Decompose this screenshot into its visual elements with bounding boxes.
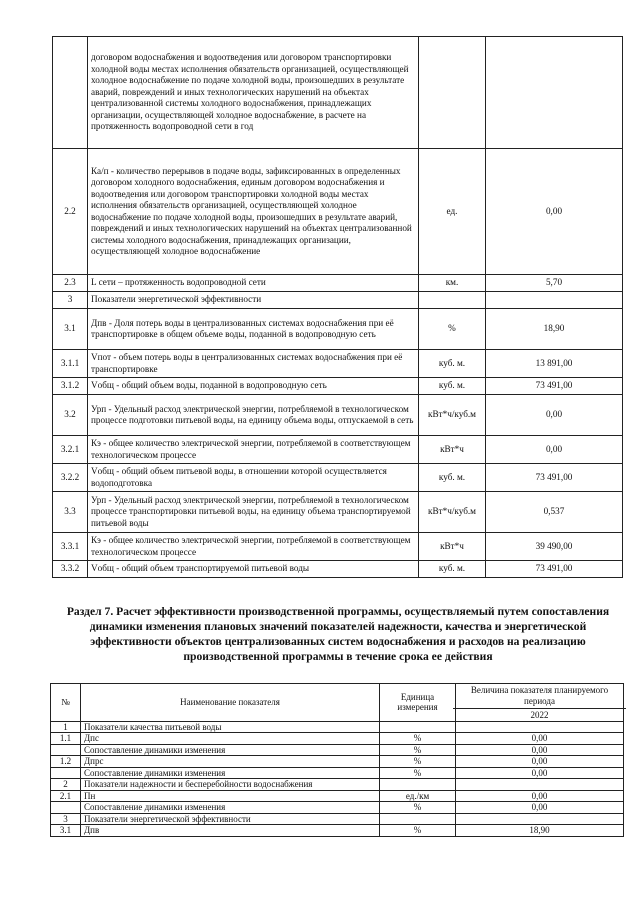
row-number: 3.3 — [53, 492, 88, 533]
table-row — [53, 561, 623, 578]
row-unit: % — [380, 744, 456, 756]
row-value: 39 490,00 — [486, 533, 623, 561]
row-name: Сопоставление динамики изменения — [81, 744, 380, 756]
row-number: 3.2.1 — [53, 436, 88, 464]
row-value: 0,00 — [456, 733, 624, 745]
row-number — [51, 802, 81, 814]
row-name: Vпот - объем потерь воды в централизованных системах водоснабжения при её транспортировке — [88, 350, 419, 378]
row-value: 18,90 — [486, 309, 623, 350]
row-number: 1 — [51, 721, 81, 733]
row-name: L сети – протяженность водопроводной сети — [88, 275, 419, 292]
row-number — [51, 767, 81, 779]
row-value: 73 491,00 — [486, 561, 623, 578]
table-row — [53, 464, 623, 492]
table-row — [51, 756, 624, 768]
row-name: Дпв - Доля потерь воды в централизованных системах водоснабжения при её транспортировке в общем объеме воды, поданной в водопроводную сеть — [88, 309, 419, 350]
row-name: Урп - Удельный расход электрической энергии, потребляемой в технологическом процессе подготовки питьевой воды, на единицу объема воды, отпускаемой в сеть — [88, 395, 419, 436]
row-unit — [419, 292, 486, 309]
row-name: Кэ - общее количество электрической энергии, потребляемой в соответствующем технологическом процессе — [88, 436, 419, 464]
row-number: 2.3 — [53, 275, 88, 292]
row-number: 3.1 — [53, 309, 88, 350]
header-value — [456, 684, 624, 722]
row-value: 0,00 — [456, 744, 624, 756]
row-number: 3.2.2 — [53, 464, 88, 492]
row-name: Урп - Удельный расход электрической энергии, потребляемой в технологическом процессе транспортировки питьевой воды, на единицу объема транспортируемой питьевой воды — [88, 492, 419, 533]
header-value-label: Величина показателя планируемого периода — [470, 685, 609, 706]
table-row — [53, 275, 623, 292]
row-number: 3.3.2 — [53, 561, 88, 578]
row-value: 0,00 — [456, 767, 624, 779]
row-number — [53, 37, 88, 149]
row-name: Кэ - общее количество электрической энергии, потребляемой в соответствующем технологическом процессе — [88, 533, 419, 561]
row-value: 0,00 — [456, 790, 624, 802]
row-name: Дпв — [81, 825, 380, 837]
row-unit: % — [380, 756, 456, 768]
row-number: 2 — [51, 779, 81, 791]
row-value: 13 891,00 — [486, 350, 623, 378]
row-value — [486, 292, 623, 309]
row-unit: куб. м. — [419, 561, 486, 578]
header-name: Наименование показателя — [81, 684, 380, 722]
row-number: 2.1 — [51, 790, 81, 802]
row-unit: кВт*ч — [419, 436, 486, 464]
row-name: Vобщ - общий объем транспортируемой питьевой воды — [88, 561, 419, 578]
row-name: Vобщ - общий объем воды, поданной в водопроводную сеть — [88, 378, 419, 395]
row-number: 3 — [51, 813, 81, 825]
row-value — [456, 779, 624, 791]
row-unit: кВт*ч — [419, 533, 486, 561]
row-name: Пн — [81, 790, 380, 802]
row-value: 18,90 — [456, 825, 624, 837]
table-header-row — [51, 684, 624, 722]
row-name: договором водоснабжения и водоотведения или договором транспортировки холодной воды местах исполнения обязательств организацией, осуществляющей холодное водоснабжение по подаче холодной воды, произошедших в результате аварий, повреждений и иных технологических нарушений на объектах централизованной системы холодного водоснабжения, принадлежащих организации, осуществляющей холодное водоснабжение, в расчете на протяженность водопроводной сети в год — [88, 37, 419, 149]
row-name: Показатели энергетической эффективности — [81, 813, 380, 825]
row-value: 0,00 — [456, 756, 624, 768]
header-year: 2022 — [453, 708, 626, 721]
table-row — [51, 790, 624, 802]
row-name: Показатели энергетической эффективности — [88, 292, 419, 309]
row-value: 5,70 — [486, 275, 623, 292]
efficiency-table-body — [51, 684, 624, 837]
row-value: 0,00 — [486, 395, 623, 436]
row-value — [456, 813, 624, 825]
row-unit: % — [419, 309, 486, 350]
row-number: 3.1 — [51, 825, 81, 837]
row-value: 0,00 — [456, 802, 624, 814]
row-unit: куб. м. — [419, 350, 486, 378]
row-number: 3.3.1 — [53, 533, 88, 561]
row-name: Сопоставление динамики изменения — [81, 767, 380, 779]
table-row — [51, 744, 624, 756]
row-number: 2.2 — [53, 149, 88, 275]
row-unit: км. — [419, 275, 486, 292]
table-row — [53, 492, 623, 533]
row-number: 3.1.2 — [53, 378, 88, 395]
row-name: Дпрс — [81, 756, 380, 768]
row-number: 3.1.1 — [53, 350, 88, 378]
table-row — [51, 825, 624, 837]
row-unit: кВт*ч/куб.м — [419, 395, 486, 436]
row-unit: % — [380, 825, 456, 837]
table-row — [53, 37, 623, 149]
row-number: 3 — [53, 292, 88, 309]
row-unit: куб. м. — [419, 464, 486, 492]
row-number — [51, 744, 81, 756]
table-row — [51, 721, 624, 733]
table-row — [53, 350, 623, 378]
row-value — [486, 37, 623, 149]
row-unit — [380, 813, 456, 825]
table-row — [51, 767, 624, 779]
section-7-heading: Раздел 7. Расчет эффективности производственной программы, осуществляемый путем сопоставления динамики изменения плановых значений показателей надежности, качества и энергетической эффективности объектов централизованных систем водоснабжения и расходов на реализацию производственной программы в течение срока ее действия — [66, 605, 610, 663]
efficiency-table — [50, 683, 624, 837]
table-row — [53, 309, 623, 350]
row-unit: % — [380, 767, 456, 779]
row-value — [456, 721, 624, 733]
row-unit — [419, 37, 486, 149]
row-name: Сопоставление динамики изменения — [81, 802, 380, 814]
row-name: Дпс — [81, 733, 380, 745]
table-row — [53, 436, 623, 464]
row-number: 1.2 — [51, 756, 81, 768]
indicators-table-continued — [52, 36, 623, 578]
table-row — [53, 378, 623, 395]
row-unit: куб. м. — [419, 378, 486, 395]
row-value: 73 491,00 — [486, 464, 623, 492]
table-row — [53, 292, 623, 309]
header-unit: Единица измерения — [380, 684, 456, 722]
table-row — [51, 779, 624, 791]
table-row — [51, 733, 624, 745]
row-unit: кВт*ч/куб.м — [419, 492, 486, 533]
row-unit: ед./км — [380, 790, 456, 802]
row-value: 73 491,00 — [486, 378, 623, 395]
table-row — [53, 395, 623, 436]
table-row — [51, 802, 624, 814]
row-name: Показатели качества питьевой воды — [81, 721, 380, 733]
table-row — [53, 533, 623, 561]
row-value: 0,537 — [486, 492, 623, 533]
row-number: 3.2 — [53, 395, 88, 436]
row-unit: % — [380, 733, 456, 745]
row-unit — [380, 779, 456, 791]
row-unit: % — [380, 802, 456, 814]
row-name: Показатели надежности и бесперебойности водоснабжения — [81, 779, 380, 791]
row-unit: ед. — [419, 149, 486, 275]
table-row — [51, 813, 624, 825]
row-number: 1.1 — [51, 733, 81, 745]
row-value: 0,00 — [486, 149, 623, 275]
table-row — [53, 149, 623, 275]
header-num: № — [51, 684, 81, 722]
row-name: Vобщ - общий объем питьевой воды, в отношении которой осуществляется водоподготовка — [88, 464, 419, 492]
row-value: 0,00 — [486, 436, 623, 464]
row-name: Ка/п - количество перерывов в подаче воды, зафиксированных в определенных договором холодного водоснабжения, единым договором водоснабжения и водоотведения или договором транспортировки холодной воды местах исполнения обязательств организацией, осуществляющей холодное водоснабжение по подаче холодной воды, произошедших в результате аварий, повреждений и иных технологических нарушений на объектах централизованной системы холодного водоснабжения, принадлежащих организации, осуществляющей холодное водоснабжение — [88, 149, 419, 275]
row-unit — [380, 721, 456, 733]
indicators-table-body — [53, 37, 623, 578]
